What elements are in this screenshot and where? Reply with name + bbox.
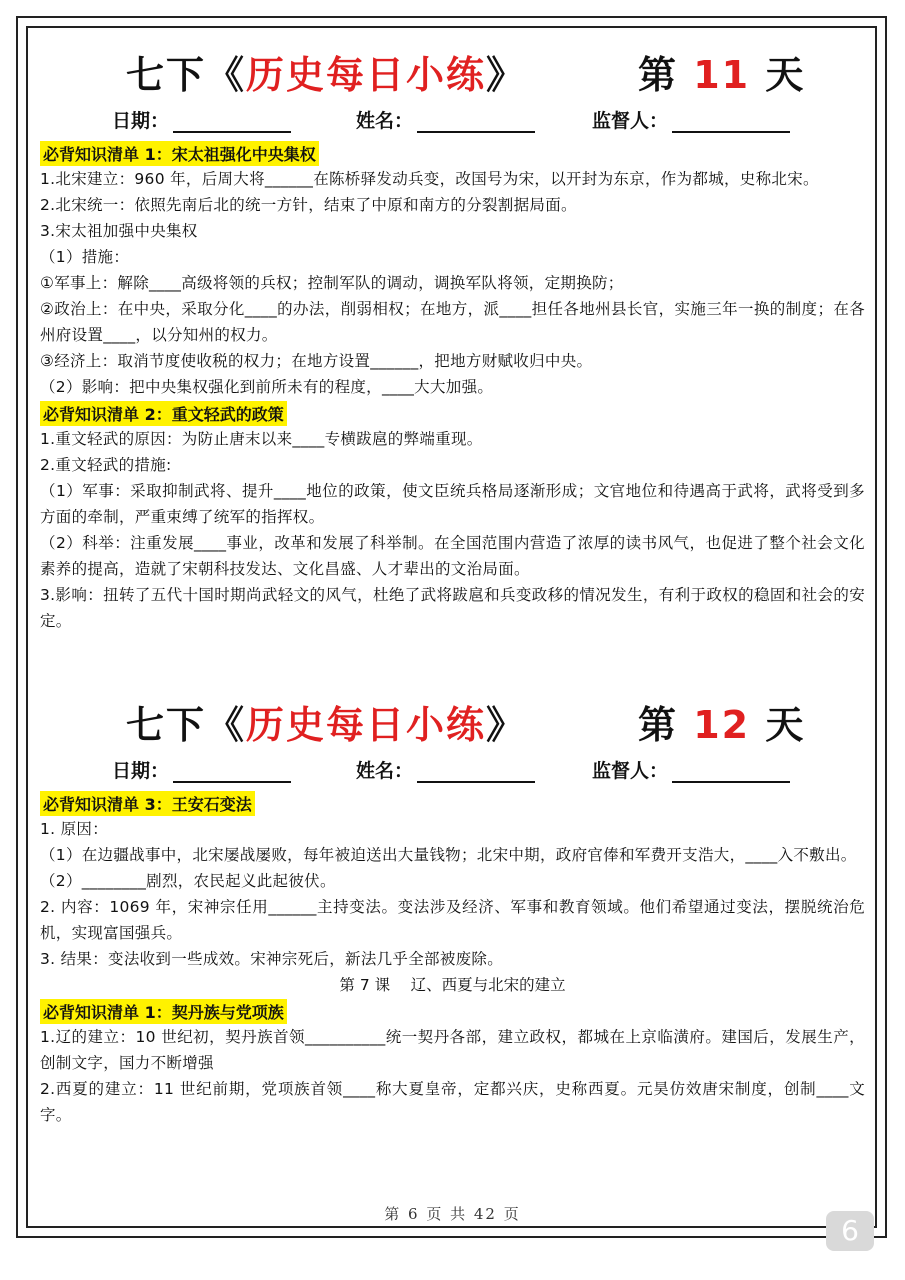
highlight-heading: 必背知识清单 2：重文轻武的政策 [40, 401, 287, 426]
day-section-11 [40, 40, 865, 634]
paragraph: ③经济上：取消节度使收税的权力；在地方设置______，把地方财赋收归中央。 [40, 352, 593, 370]
day-prefix: 第 [638, 53, 694, 97]
paragraph: 3.影响：扭转了五代十国时期尚武轻文的风气，杜绝了武将跋扈和兵变政移的情况发生，有利于政权的稳固和社会的安定。 [40, 586, 865, 630]
paragraph: 3.宋太祖加强中央集权 [40, 222, 198, 240]
date-blank[interactable] [173, 113, 291, 133]
day-label [638, 44, 805, 99]
day-suffix: 天 [750, 703, 806, 747]
name-blank[interactable] [417, 113, 535, 133]
date-label: 日期： [112, 760, 170, 782]
form-row [40, 756, 865, 790]
paragraph: 2.西夏的建立：11 世纪前期，党项族首领____称大夏皇帝，定都兴庆，史称西夏。元昊仿效唐宋制度，创制____文字。 [40, 1080, 865, 1124]
supervisor-blank[interactable] [672, 113, 790, 133]
worksheet-title [126, 694, 526, 749]
title-suffix: 》 [486, 703, 527, 747]
supervisor-label: 监督人： [592, 760, 669, 782]
name-field[interactable] [356, 756, 535, 783]
supervisor-field[interactable] [592, 756, 790, 783]
checklist-heading [40, 140, 865, 166]
section-body [40, 790, 865, 1128]
name-label: 姓名： [356, 110, 414, 132]
paragraph: ①军事上：解除____高级将领的兵权；控制军队的调动，调换军队将领，定期换防； [40, 274, 624, 292]
name-blank[interactable] [417, 763, 535, 783]
section-gap [40, 634, 865, 690]
page-number-badge: 6 [826, 1211, 874, 1251]
title-highlight: 历史每日小练 [246, 703, 487, 747]
day-label [638, 694, 805, 749]
checklist-heading [40, 998, 865, 1024]
highlight-heading: 必背知识清单 1：契丹族与党项族 [40, 999, 287, 1024]
title-suffix: 》 [486, 53, 527, 97]
date-blank[interactable] [173, 763, 291, 783]
date-field[interactable] [112, 756, 291, 783]
paragraph: 1.北宋建立：960 年，后周大将______在陈桥驿发动兵变，改国号为宋，以开封为东京，作为都城，史称北宋。 [40, 170, 819, 188]
supervisor-blank[interactable] [672, 763, 790, 783]
day-number: 11 [693, 53, 751, 97]
worksheet-title [126, 44, 526, 99]
title-prefix: 七下《 [126, 53, 247, 97]
paragraph: （2）科举：注重发展____事业，改革和发展了科举制。在全国范围内营造了浓厚的读书风气，也促进了整个社会文化素养的提高，造就了宋朝科技发达、文化昌盛、人才辈出的文治局面。 [40, 534, 865, 578]
paragraph: （2）影响：把中央集权强化到前所未有的程度，____大大加强。 [40, 378, 494, 396]
paragraph: 3. 结果：变法收到一些成效。宋神宗死后，新法几乎全部被废除。 [40, 950, 504, 968]
date-field[interactable] [112, 106, 291, 133]
worksheet-content [40, 40, 865, 1128]
day-section-12 [40, 690, 865, 1128]
paragraph: 1.辽的建立：10 世纪初，契丹族首领__________统一契丹各部，建立政权，都城在上京临潢府。建国后，发展生产，创制文字，国力不断增强 [40, 1028, 865, 1072]
title-highlight: 历史每日小练 [246, 53, 487, 97]
paragraph: 1.重文轻武的原因：为防止唐末以来____专横跋扈的弊端重现。 [40, 430, 483, 448]
page-footer: 第 6 页 共 42 页 [384, 1205, 521, 1223]
highlight-heading: 必背知识清单 3：王安石变法 [40, 791, 255, 816]
date-label: 日期： [112, 110, 170, 132]
paragraph: 1. 原因： [40, 820, 109, 838]
lesson-title: 第 7 课 辽、西夏与北宋的建立 [339, 976, 566, 994]
name-label: 姓名： [356, 760, 414, 782]
supervisor-label: 监督人： [592, 110, 669, 132]
supervisor-field[interactable] [592, 106, 790, 133]
checklist-heading [40, 790, 865, 816]
title-row [40, 40, 865, 106]
day-number: 12 [693, 703, 751, 747]
paragraph: ②政治上：在中央，采取分化____的办法，削弱相权；在地方，派____担任各地州县长官，实施三年一换的制度；在各州府设置____，以分知州的权力。 [40, 300, 865, 344]
paragraph: （1）军事：采取抑制武将、提升____地位的政策，使文臣统兵格局逐渐形成；文官地位和待遇高于武将，武将受到多方面的牵制，严重束缚了统军的指挥权。 [40, 482, 865, 526]
day-prefix: 第 [638, 703, 694, 747]
paragraph: 2. 内容：1069 年，宋神宗任用______主持变法。变法涉及经济、军事和教育领域。他们希望通过变法，摆脱统治危机，实现富国强兵。 [40, 898, 865, 942]
paragraph: 2.北宋统一：依照先南后北的统一方针，结束了中原和南方的分裂割据局面。 [40, 196, 577, 214]
checklist-heading [40, 400, 865, 426]
paragraph: （1）措施： [40, 248, 130, 266]
title-prefix: 七下《 [126, 703, 247, 747]
paragraph: 2.重文轻武的措施: [40, 456, 172, 474]
name-field[interactable] [356, 106, 535, 133]
paragraph: （1）在边疆战事中，北宋屡战屡败，每年被迫送出大量钱物；北宋中期，政府官俸和军费开支浩大，____入不敷出。 [40, 846, 857, 864]
paragraph: （2）________剧烈，农民起义此起彼伏。 [40, 872, 336, 890]
day-suffix: 天 [750, 53, 806, 97]
form-row [40, 106, 865, 140]
section-body [40, 140, 865, 634]
title-row [40, 690, 865, 756]
highlight-heading: 必背知识清单 1：宋太祖强化中央集权 [40, 141, 319, 166]
